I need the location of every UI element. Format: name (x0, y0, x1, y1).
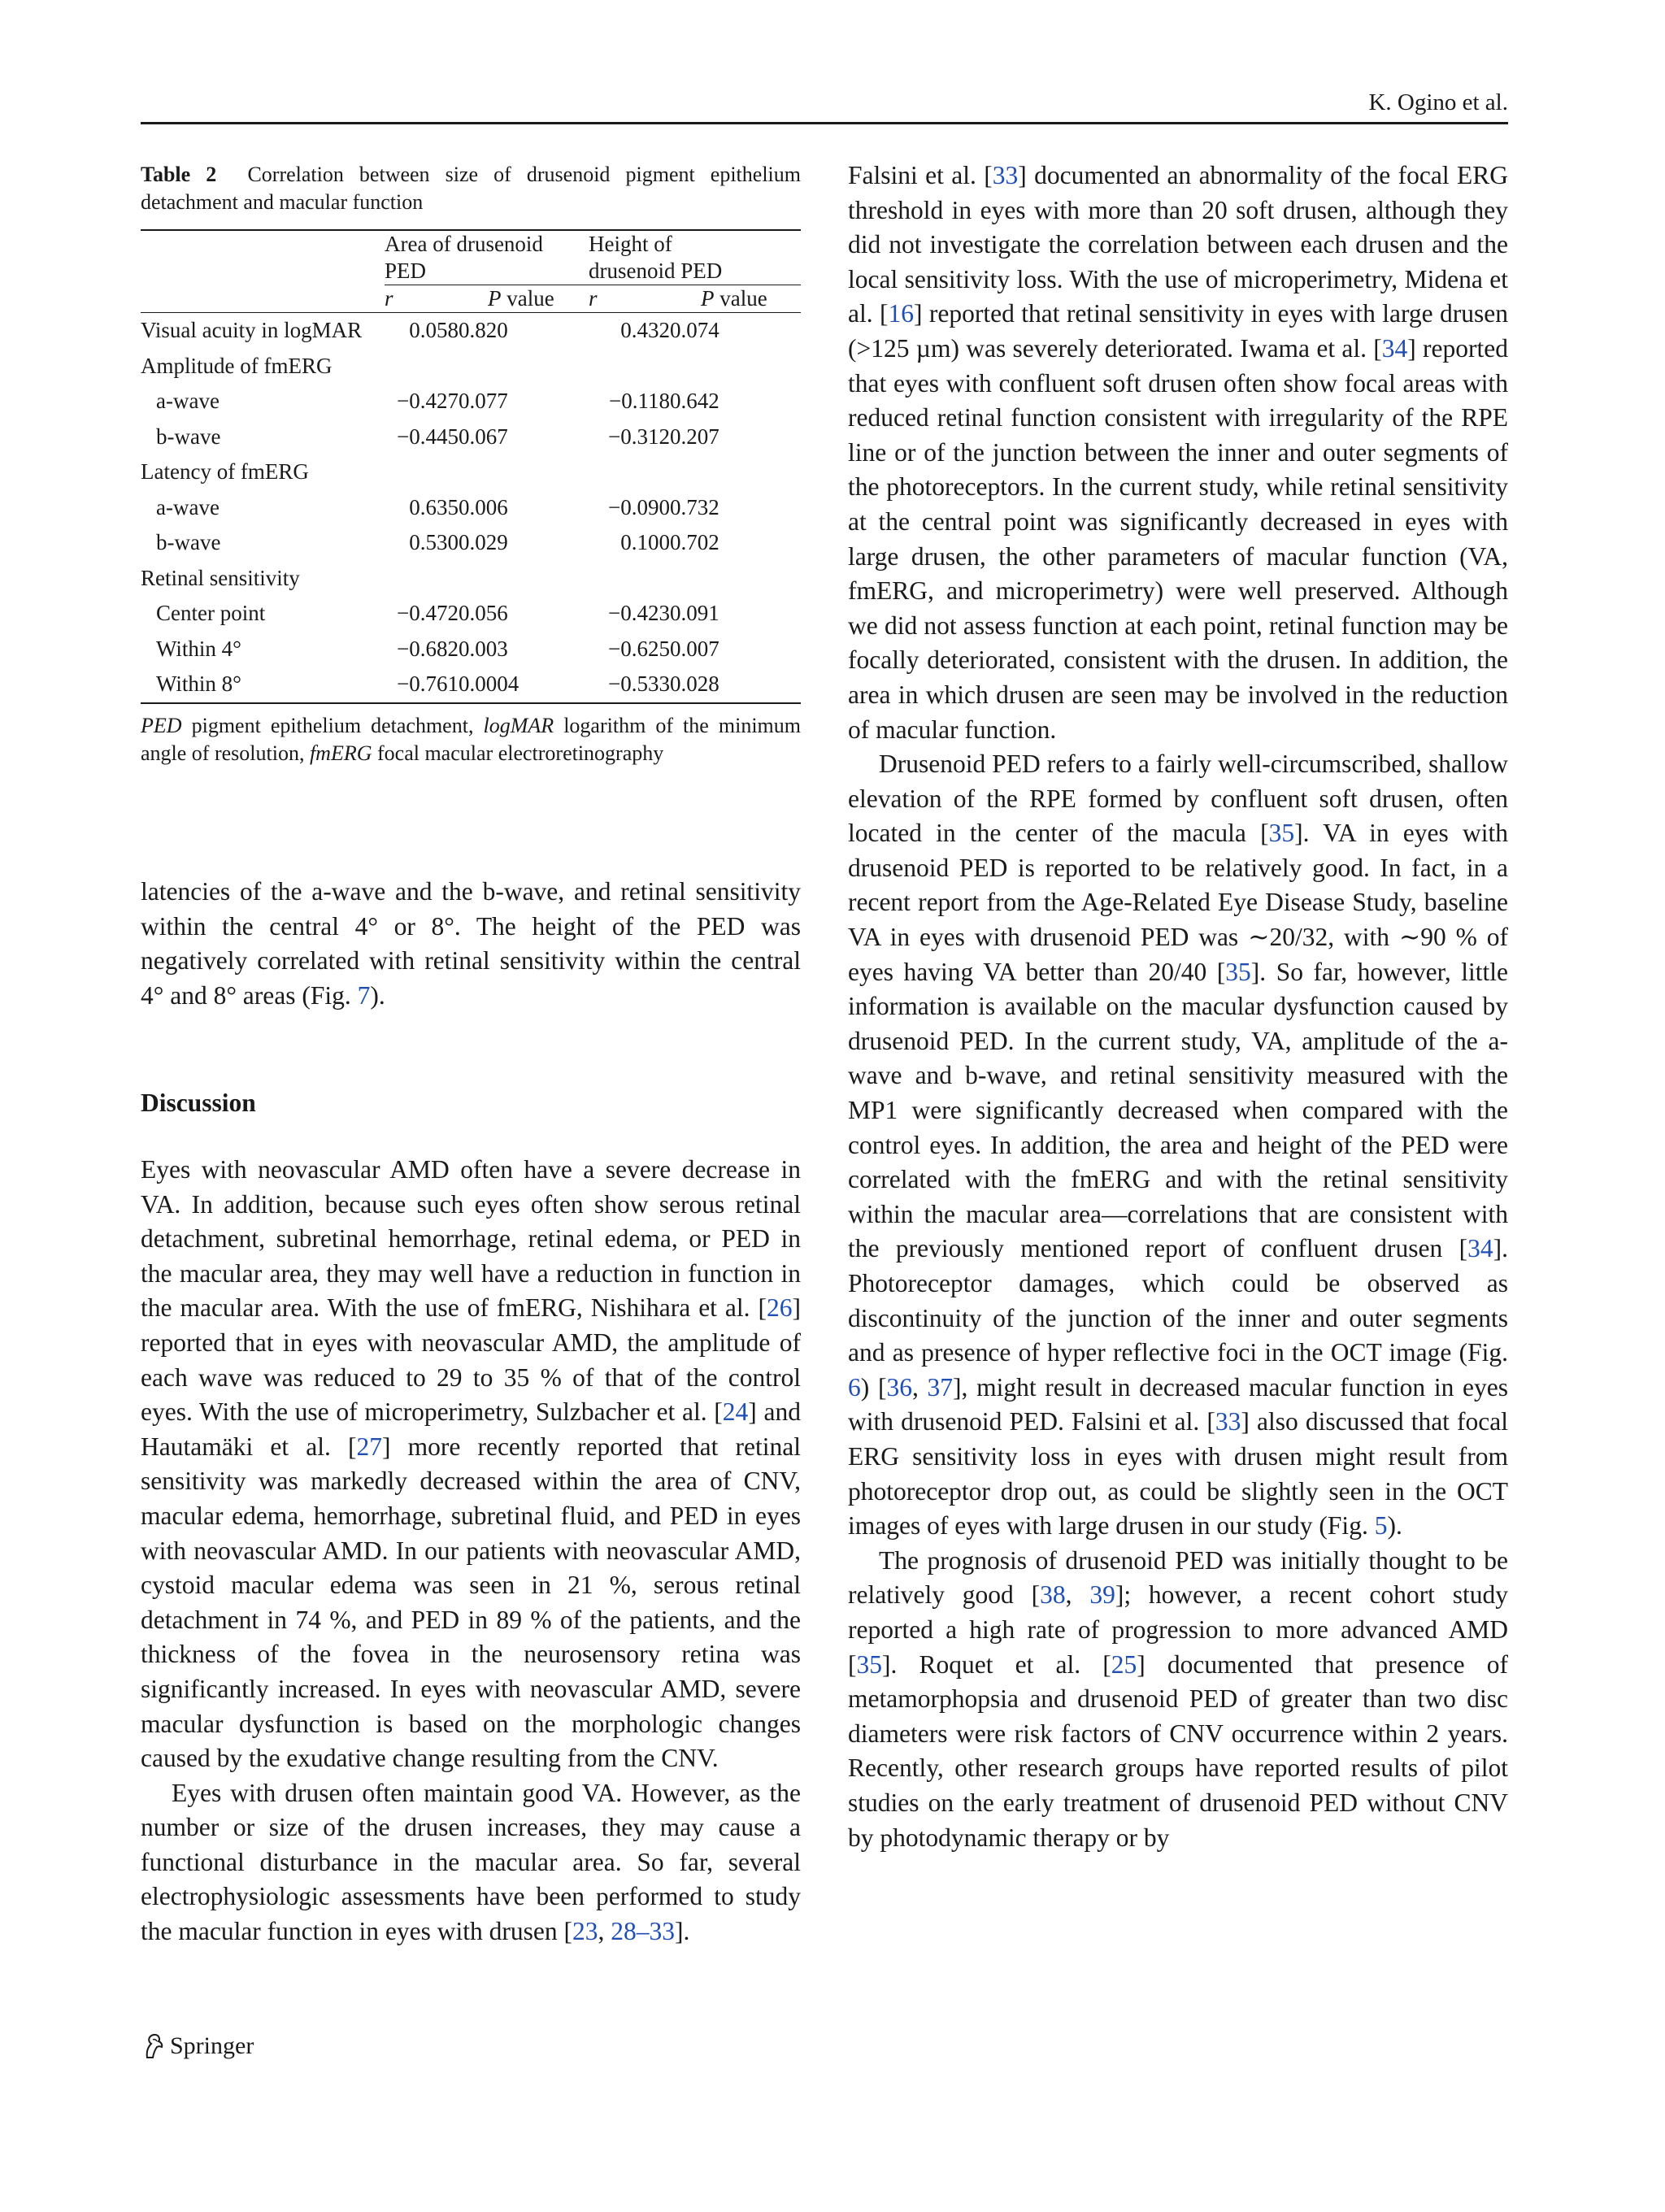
section-heading-discussion: Discussion (141, 1089, 256, 1117)
table-row: a-wave −0.427 0.077 −0.118 0.642 (156, 389, 719, 413)
citation-link[interactable]: 35 (1268, 819, 1295, 848)
table-row: b-wave 0.530 0.029 0.100 0.702 (156, 530, 719, 554)
body-paragraph: Falsini et al. [33] documented an abnormality of the focal ERG threshold in eyes with more than 20 soft drusen, although they did not investigate the correlation between each drusen and the local sensitivity loss. With the use of microperimetry, Midena et al. [16] reported that retinal sensitivity in eyes with large drusen (>125 µm) was severely deteriorated. Iwama et al. [34] reported that eyes with confluent soft drusen often show focal areas with reduced retinal function consistent with irregularity of the RPE line or of the junction between the inner and outer segments of the photoreceptors. In the current study, while retinal sensitivity at the central point was significantly decreased in eyes with large drusen, the other parameters of macular function (VA, fmERG, and microperimetry) were well preserved. Although we did not assess function at each point, retinal function may be focally deteriorated, consistent with the drusen. In addition, the area in which drusen are seen may be involved in the reduction of macular function. (848, 161, 1508, 744)
citation-link[interactable]: 39 (1089, 1580, 1115, 1610)
right-column (848, 159, 1508, 1855)
table-row: Center point −0.472 0.056 −0.423 0.091 (156, 601, 719, 625)
table-row: Within 4° −0.682 0.003 −0.625 0.007 (156, 636, 719, 661)
citation-link[interactable]: 25 (1111, 1649, 1137, 1679)
citation-link[interactable]: 33 (992, 161, 1019, 189)
citation-link[interactable]: 35 (856, 1649, 882, 1679)
citation-link[interactable]: 24 (722, 1397, 749, 1427)
column-group-height: Height of drusenoid PED (571, 231, 801, 285)
citation-link[interactable]: 27 (356, 1432, 382, 1461)
publisher-name: Springer (170, 2032, 254, 2059)
body-paragraph: The prognosis of drusenoid PED was initially thought to be relatively good [38, 39]; however, a recent cohort study reported a high rate of progression to more advanced AMD [35]. Roquet et al. [25] documented that presence of metamorphopsia and drusenoid PED of greater than two disc diameters were risk factors of CNV occurrence within 2 years. Recently, other research groups have reported results of pilot studies on the early treatment of drusenoid PED without CNV by photodynamic therapy or by (848, 1545, 1508, 1852)
correlation-table (141, 229, 801, 704)
col-header-r-height: r (571, 285, 670, 313)
table-row: Retinal sensitivity (141, 565, 300, 590)
citation-link[interactable]: 23 (572, 1917, 598, 1946)
citation-link[interactable]: 36 (886, 1372, 912, 1402)
citation-link[interactable]: 34 (1381, 333, 1408, 363)
left-column-continuation (141, 875, 801, 1013)
figure-link[interactable]: 5 (1374, 1511, 1388, 1541)
table-footnote: PED pigment epithelium detachment, logMAR logarithm of the minimum angle of resolution, fmERG focal macular electroretinography (141, 713, 801, 765)
table-caption-text: Correlation between size of drusenoid pigment epithelium detachment and macular function (141, 163, 801, 214)
citation-link[interactable]: 16 (888, 299, 914, 328)
col-header-p-area: P value (459, 285, 571, 313)
header-rule (141, 122, 1508, 124)
table-row: Amplitude of fmERG (141, 353, 333, 378)
citation-link[interactable]: 35 (1225, 957, 1251, 986)
table-caption (141, 161, 801, 216)
table-row: Within 8° −0.761 0.0004 −0.533 0.028 (141, 667, 801, 703)
citation-link[interactable]: 34 (1467, 1234, 1493, 1263)
table-caption-label: Table 2 (141, 163, 217, 186)
table-row: b-wave −0.445 0.067 −0.312 0.207 (156, 424, 719, 449)
springer-horse-icon (141, 2032, 165, 2060)
table-row: Visual acuity in logMAR 0.058 0.820 0.432 0.074 (141, 318, 719, 342)
citation-link[interactable]: 28–33 (611, 1917, 675, 1946)
table-row: a-wave 0.635 0.006 −0.090 0.732 (156, 494, 719, 519)
col-header-p-height: P value (670, 285, 801, 313)
figure-link[interactable]: 7 (357, 980, 371, 1010)
citation-link[interactable]: 26 (767, 1293, 793, 1323)
body-paragraph: Eyes with neovascular AMD often have a severe decrease in VA. In addition, because such eyes often show serous retinal detachment, subretinal hemorrhage, retinal edema, or PED in the macular area, they may well have a reduction in function in the macular area. With the use of fmERG, Nishihara et al. [26] reported that in eyes with neovascular AMD, the amplitude of each wave was reduced to 29 to 35 % of that of the control eyes. With the use of microperimetry, Sulzbacher et al. [24] and Hautamäki et al. [27] more recently reported that retinal sensitivity was markedly decreased within the area of CNV, macular edema, hemorrhage, subretinal fluid, and PED in eyes with neovascular AMD. In our patients with neovascular AMD, cystoid macular edema was seen in 21 %, serous retinal detachment in 74 %, and PED in 89 % of the patients, and the thickness of the fovea in the neurosensory retina was significantly increased. In eyes with neovascular AMD, severe macular dysfunction is based on the morphologic changes caused by the exudative change resulting from the CNV. (141, 1155, 801, 1773)
left-column-discussion (141, 1153, 801, 1949)
body-paragraph: latencies of the a-wave and the b-wave, and retinal sensitivity within the central 4° or 8°. The height of the PED was negatively correlated with retinal sensitivity within the central 4° and 8° areas (Fig. 7). (141, 877, 801, 1010)
table-2 (141, 161, 801, 767)
table-row: Latency of fmERG (141, 459, 309, 484)
column-group-area: Area of drusenoid PED (385, 231, 571, 285)
publisher-footer (141, 2030, 254, 2062)
figure-link[interactable]: 6 (848, 1372, 861, 1402)
running-head: K. Ogino et al. (1368, 89, 1508, 115)
citation-link[interactable]: 38 (1040, 1580, 1066, 1610)
col-header-r-area: r (385, 285, 459, 313)
citation-link[interactable]: 37 (927, 1372, 954, 1402)
citation-link[interactable]: 33 (1215, 1407, 1241, 1436)
body-paragraph: Drusenoid PED refers to a fairly well-circumscribed, shallow elevation of the RPE formed by confluent soft drusen, often located in the center of the macula [35]. VA in eyes with drusenoid PED is reported to be relatively good. In fact, in a recent report from the Age-Related Eye Disease Study, baseline VA in eyes with drusenoid PED was ∼20/32, with ∼90 % of eyes having VA better than 20/40 [35]. So far, however, little information is available on the macular dysfunction caused by drusenoid PED. In the current study, VA, amplitude of the a-wave and b-wave, and retinal sensitivity measured with the MP1 were significantly decreased when compared with the control eyes. In addition, the area and height of the PED were correlated with the fmERG and with the retinal sensitivity within the macular area—correlations that are consistent with the previously mentioned report of confluent drusen [34]. Photoreceptor damages, which could be observed as discontinuity of the junction of the inner and outer segments and as presence of hyper reflective foci in the OCT image (Fig. 6) [36, 37], might result in decreased macular function in eyes with drusenoid PED. Falsini et al. [33] also discussed that focal ERG sensitivity loss in eyes with drusen might result from photoreceptor drop out, as could be slightly seen in the OCT images of eyes with large drusen in our study (Fig. 5). (848, 750, 1509, 1541)
body-paragraph: Eyes with drusen often maintain good VA. However, as the number or size of the drusen increases, they may cause a functional disturbance in the macular area. So far, several electrophysiologic assessments have been performed to study the macular function in eyes with drusen [23, 28–33]. (141, 1778, 801, 1946)
